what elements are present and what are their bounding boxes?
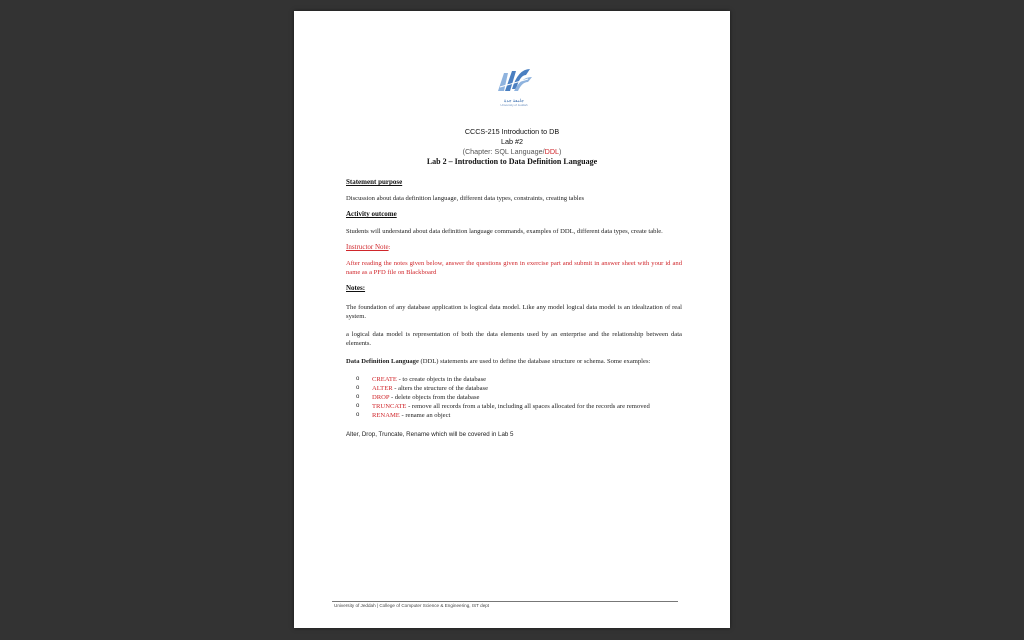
ddl-command-list <box>346 375 682 421</box>
list-item: o TRUNCATE - remove all records from a table, including all spaces allocated for the records are removed <box>356 403 650 411</box>
course-title: CCCS-215 Introduction to DB <box>464 127 560 136</box>
chapter-highlight: DDL <box>544 147 560 156</box>
command-keyword: CREATE <box>372 375 397 383</box>
lab-title: Lab 2 – Introduction to Data Definition Language <box>426 157 598 166</box>
purpose-text: Discussion about data definition language, different data types, constraints, creating tables <box>346 195 585 203</box>
document-header <box>294 127 730 167</box>
list-item: o DROP - delete objects from the database <box>356 394 480 402</box>
closing-note: Alter, Drop, Truncate, Rename which will be covered in Lab 5 <box>346 430 514 438</box>
ddl-paragraph: Data Definition Language (DDL) statements are used to define the database structure or schema. Some examples: <box>346 358 651 366</box>
document-page <box>294 11 730 628</box>
lab-number: Lab #2 <box>501 137 523 146</box>
notes-heading: Notes: <box>346 284 366 293</box>
instructor-heading: Instructor Note <box>346 242 389 251</box>
instructor-heading-line: Instructor Note: <box>346 242 391 251</box>
list-item: o ALTER - alters the structure of the database <box>356 384 489 392</box>
notes-paragraph-2: a logical data model is representation of both the data elements used by an enterprise and the relationship between data elements. <box>346 331 682 348</box>
instructor-text: After reading the notes given below, answer the questions given in exercise part and submit in answer sheet with your id and name as a PFD file on Blackboard <box>346 260 682 277</box>
command-keyword: ALTER <box>372 384 393 392</box>
logo-subtitle: University of Jeddah <box>500 103 528 107</box>
logo-name: جامعة جدة <box>504 98 524 103</box>
notes-paragraph-1: The foundation of any database application is logical data model. Like any model logical data model is an idealization of real system. <box>346 303 682 320</box>
command-keyword: DROP <box>372 394 390 402</box>
outcome-text: Students will understand about data definition language commands, examples of DDL, different data types, create table. <box>346 227 663 235</box>
purpose-heading: Statement purpose <box>346 178 403 186</box>
list-item: o RENAME - rename an object <box>356 412 451 420</box>
logo-mark-icon <box>494 65 534 97</box>
outcome-heading: Activity outcome <box>346 210 397 219</box>
university-logo <box>494 65 534 115</box>
command-keyword: TRUNCATE <box>372 403 407 411</box>
list-item: o CREATE - to create objects in the database <box>356 375 487 383</box>
document-body <box>346 178 682 439</box>
command-keyword: RENAME <box>372 412 400 420</box>
chapter-line: (Chapter: SQL Language/DDL) <box>462 147 562 156</box>
page-footer: University of Jeddah | College of Computer Science & Engineering, IST dept <box>334 603 490 608</box>
